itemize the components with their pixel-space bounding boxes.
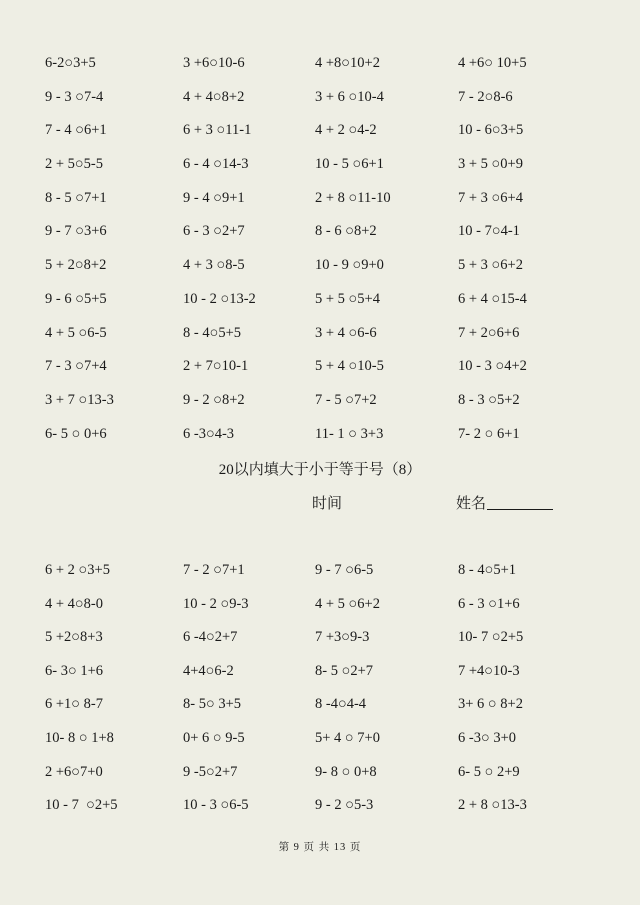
comparison-exercise: 3+ 6 ○ 8+2 <box>458 696 523 713</box>
comparison-exercise: 9 -5○2+7 <box>183 763 238 780</box>
name-blank-line <box>487 493 553 510</box>
comparison-exercise: 7 - 2○8-6 <box>458 88 513 105</box>
bottom-exercise-row <box>0 593 640 627</box>
comparison-exercise: 10 - 3 ○6-5 <box>183 797 249 814</box>
comparison-exercise: 9 - 7 ○3+6 <box>45 223 107 240</box>
comparison-exercise: 4 +8○10+2 <box>315 55 380 71</box>
comparison-exercise: 8 - 3 ○5+2 <box>458 391 520 408</box>
comparison-exercise: 3 + 6 ○10-4 <box>315 88 384 105</box>
top-exercise-row <box>0 254 640 288</box>
comparison-exercise: 4+4○6-2 <box>183 662 234 679</box>
comparison-exercise: 6-2○3+5 <box>45 55 96 71</box>
comparison-exercise: 7- 2 ○ 6+1 <box>458 425 520 442</box>
comparison-exercise: 5+ 4 ○ 7+0 <box>315 729 380 746</box>
comparison-exercise: 10- 8 ○ 1+8 <box>45 729 114 746</box>
comparison-exercise: 7 - 4 ○6+1 <box>45 122 107 139</box>
comparison-exercise: 10 - 5 ○6+1 <box>315 156 384 173</box>
comparison-exercise: 10 - 7 ○2+5 <box>45 797 118 814</box>
comparison-exercise: 6 - 3 ○1+6 <box>458 595 520 612</box>
comparison-exercise: 3 + 7 ○13-3 <box>45 391 114 408</box>
name-field <box>456 493 553 515</box>
bottom-exercise-row <box>0 626 640 660</box>
top-exercise-row <box>0 52 640 86</box>
bottom-exercise-row <box>0 761 640 795</box>
top-exercise-row <box>0 153 640 187</box>
top-exercise-row <box>0 322 640 356</box>
time-label: 时间 <box>312 496 343 512</box>
comparison-exercise: 2 + 8 ○13-3 <box>458 797 527 814</box>
top-exercise-row <box>0 119 640 153</box>
comparison-exercise: 6 -3○4-3 <box>183 425 235 442</box>
comparison-exercise: 10 - 2 ○13-2 <box>183 290 256 307</box>
comparison-exercise: 7 +4○10-3 <box>458 662 520 679</box>
comparison-exercise: 2 +6○7+0 <box>45 763 103 780</box>
comparison-exercise: 9 - 2 ○5-3 <box>315 797 374 814</box>
comparison-exercise: 6- 3○ 1+6 <box>45 662 104 679</box>
comparison-exercise: 6 -4○2+7 <box>183 629 238 646</box>
comparison-exercise: 8 -4○4-4 <box>315 696 367 713</box>
comparison-exercise: 9 - 6 ○5+5 <box>45 290 107 307</box>
top-exercise-row <box>0 423 640 457</box>
top-exercise-grid <box>0 52 640 456</box>
comparison-exercise: 0+ 6 ○ 9-5 <box>183 729 245 746</box>
comparison-exercise: 4 + 5 ○6+2 <box>315 595 380 612</box>
comparison-exercise: 8- 5○ 3+5 <box>183 696 242 713</box>
comparison-exercise: 3 + 5 ○0+9 <box>458 156 523 173</box>
comparison-exercise: 4 + 3 ○8-5 <box>183 257 245 274</box>
comparison-exercise: 9 - 2 ○8+2 <box>183 391 245 408</box>
comparison-exercise: 7 - 2 ○7+1 <box>183 562 245 578</box>
comparison-exercise: 10 - 6○3+5 <box>458 122 524 139</box>
comparison-exercise: 4 + 4○8+2 <box>183 88 245 105</box>
comparison-exercise: 4 + 5 ○6-5 <box>45 324 107 341</box>
comparison-exercise: 6 - 3 ○2+7 <box>183 223 245 240</box>
comparison-exercise: 5 +2○8+3 <box>45 629 103 646</box>
comparison-exercise: 5 + 2○8+2 <box>45 257 107 274</box>
comparison-exercise: 6 + 4 ○15-4 <box>458 290 527 307</box>
comparison-exercise: 9 - 3 ○7-4 <box>45 88 104 105</box>
worksheet-title <box>0 459 640 481</box>
comparison-exercise: 4 + 2 ○4-2 <box>315 122 377 139</box>
page-footer: 第 9 页 共 13 页 <box>278 842 362 853</box>
comparison-exercise: 5 + 3 ○6+2 <box>458 257 523 274</box>
comparison-exercise: 7 + 3 ○6+4 <box>458 189 523 206</box>
top-exercise-row <box>0 355 640 389</box>
comparison-exercise: 10 - 7○4-1 <box>458 223 520 240</box>
comparison-exercise: 8 - 4○5+1 <box>458 562 517 578</box>
comparison-exercise: 6 -3○ 3+0 <box>458 729 517 746</box>
comparison-exercise: 3 + 4 ○6-6 <box>315 324 377 341</box>
comparison-exercise: 6- 5 ○ 0+6 <box>45 425 107 442</box>
comparison-exercise: 5 + 5 ○5+4 <box>315 290 380 307</box>
comparison-exercise: 11- 1 ○ 3+3 <box>315 425 384 442</box>
comparison-exercise: 6 + 3 ○11-1 <box>183 122 252 139</box>
bottom-exercise-row <box>0 727 640 761</box>
top-exercise-row <box>0 389 640 423</box>
comparison-exercise: 8 - 5 ○7+1 <box>45 189 107 206</box>
comparison-exercise: 7 - 5 ○7+2 <box>315 391 377 408</box>
name-label: 姓名 <box>456 496 487 512</box>
title-text: 20以内填大于小于等于号 <box>218 462 384 478</box>
comparison-exercise: 9 - 4 ○9+1 <box>183 189 245 206</box>
comparison-exercise: 9- 8 ○ 0+8 <box>315 763 377 780</box>
comparison-exercise: 8 - 4○5+5 <box>183 324 242 341</box>
bottom-exercise-grid <box>0 559 640 828</box>
comparison-exercise: 6- 5 ○ 2+9 <box>458 763 520 780</box>
top-exercise-row <box>0 220 640 254</box>
top-exercise-row <box>0 187 640 221</box>
comparison-exercise: 7 - 3 ○7+4 <box>45 358 107 375</box>
comparison-exercise: 6 +1○ 8-7 <box>45 696 104 713</box>
comparison-exercise: 3 +6○10-6 <box>183 55 245 71</box>
comparison-exercise: 10 - 9 ○9+0 <box>315 257 384 274</box>
comparison-exercise: 5 + 4 ○10-5 <box>315 358 384 375</box>
comparison-exercise: 6 - 4 ○14-3 <box>183 156 249 173</box>
comparison-exercise: 2 + 5○5-5 <box>45 156 104 173</box>
comparison-exercise: 10- 7 ○2+5 <box>458 629 524 646</box>
bottom-exercise-row <box>0 794 640 828</box>
comparison-exercise: 6 + 2 ○3+5 <box>45 562 110 578</box>
comparison-exercise: 9 - 7 ○6-5 <box>315 562 374 578</box>
comparison-exercise: 8 - 6 ○8+2 <box>315 223 377 240</box>
comparison-exercise: 10 - 2 ○9-3 <box>183 595 249 612</box>
bottom-exercise-row <box>0 559 640 593</box>
comparison-exercise: 10 - 3 ○4+2 <box>458 358 527 375</box>
top-exercise-row <box>0 86 640 120</box>
bottom-exercise-row <box>0 660 640 694</box>
comparison-exercise: 2 + 7○10-1 <box>183 358 249 375</box>
comparison-exercise: 4 + 4○8-0 <box>45 595 104 612</box>
comparison-exercise: 4 +6○ 10+5 <box>458 55 527 71</box>
comparison-exercise: 7 + 2○6+6 <box>458 324 520 341</box>
comparison-exercise: 7 +3○9-3 <box>315 629 370 646</box>
top-exercise-row <box>0 288 640 322</box>
comparison-exercise: 8- 5 ○2+7 <box>315 662 374 679</box>
title-number: （8） <box>383 462 422 478</box>
comparison-exercise: 2 + 8 ○11-10 <box>315 189 391 206</box>
bottom-exercise-row <box>0 693 640 727</box>
